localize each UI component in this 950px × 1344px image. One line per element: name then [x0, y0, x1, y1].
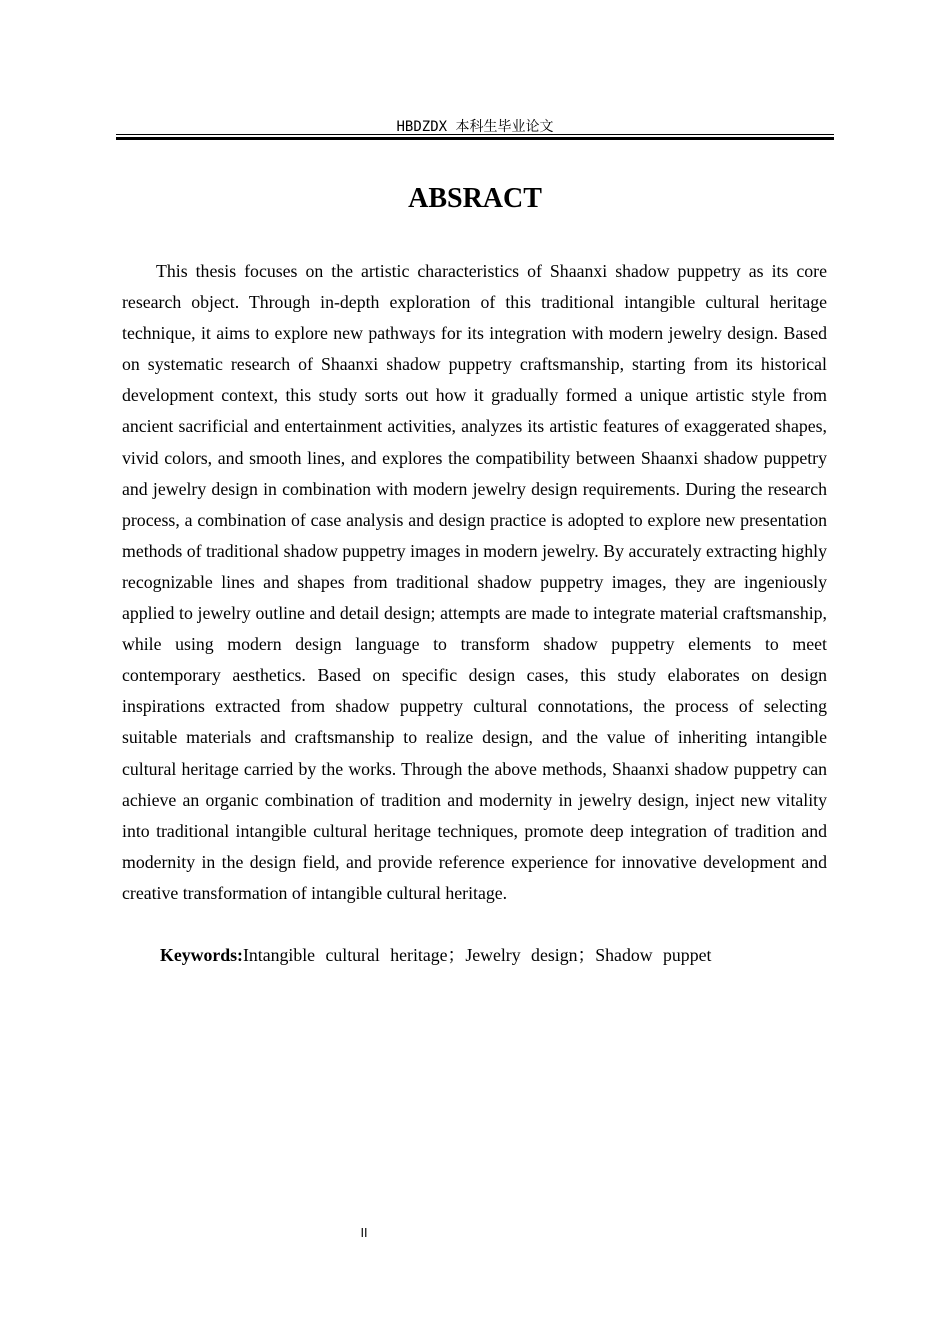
keywords-line — [160, 940, 820, 971]
header-double-rule — [116, 134, 834, 140]
abstract-paragraph: This thesis focuses on the artistic characteristics of Shaanxi shadow puppetry as its core research object. Through in-depth exploration of this traditional intangible cultural heritage technique, it aims to explore new pathways for its integration with modern jewelry design. Based on systematic research of Shaanxi shadow puppetry craftsmanship, starting from its historical development context, this study sorts out how it gradually formed a unique artistic style from ancient sacrificial and entertainment activities, analyzes its artistic features of exaggerated shapes, vivid colors, and smooth lines, and explores the compatibility between Shaanxi shadow puppetry and jewelry design in combination with modern jewelry design requirements. During the research process, a combination of case analysis and design practice is adopted to explore new presentation methods of traditional shadow puppetry images in modern jewelry. By accurately extracting highly recognizable lines and shapes from traditional shadow puppetry images, they are ingeniously applied to jewelry outline and detail design; attempts are made to integrate material craftsmanship, while using modern design language to transform shadow puppetry elements to meet contemporary aesthetics. Based on specific design cases, this study elaborates on design inspirations extracted from shadow puppetry cultural connotations, the process of selecting suitable materials and craftsmanship to realize design, and the value of inheriting intangible cultural heritage carried by the works. Through the above methods, Shaanxi shadow puppetry can achieve an organic combination of tradition and modernity in jewelry design, inject new vitality into traditional intangible cultural heritage techniques, promote deep integration of tradition and modernity in the design field, and provide reference experience for innovative development and creative transformation of intangible cultural heritage. — [122, 261, 827, 903]
keyword-item: Jewelry design — [465, 945, 578, 965]
page-header — [116, 112, 834, 140]
keyword-separator: ； — [447, 945, 466, 965]
page-title: ABSRACT — [408, 183, 542, 214]
header-text: HBDZDX 本科生毕业论文 — [396, 119, 554, 135]
keyword-item: Shadow puppet — [595, 945, 712, 965]
page-number: II — [360, 1226, 368, 1240]
keywords-label: Keywords: — [160, 945, 243, 965]
keyword-item: Intangible cultural heritage — [242, 945, 448, 965]
keyword-separator: ； — [577, 945, 596, 965]
